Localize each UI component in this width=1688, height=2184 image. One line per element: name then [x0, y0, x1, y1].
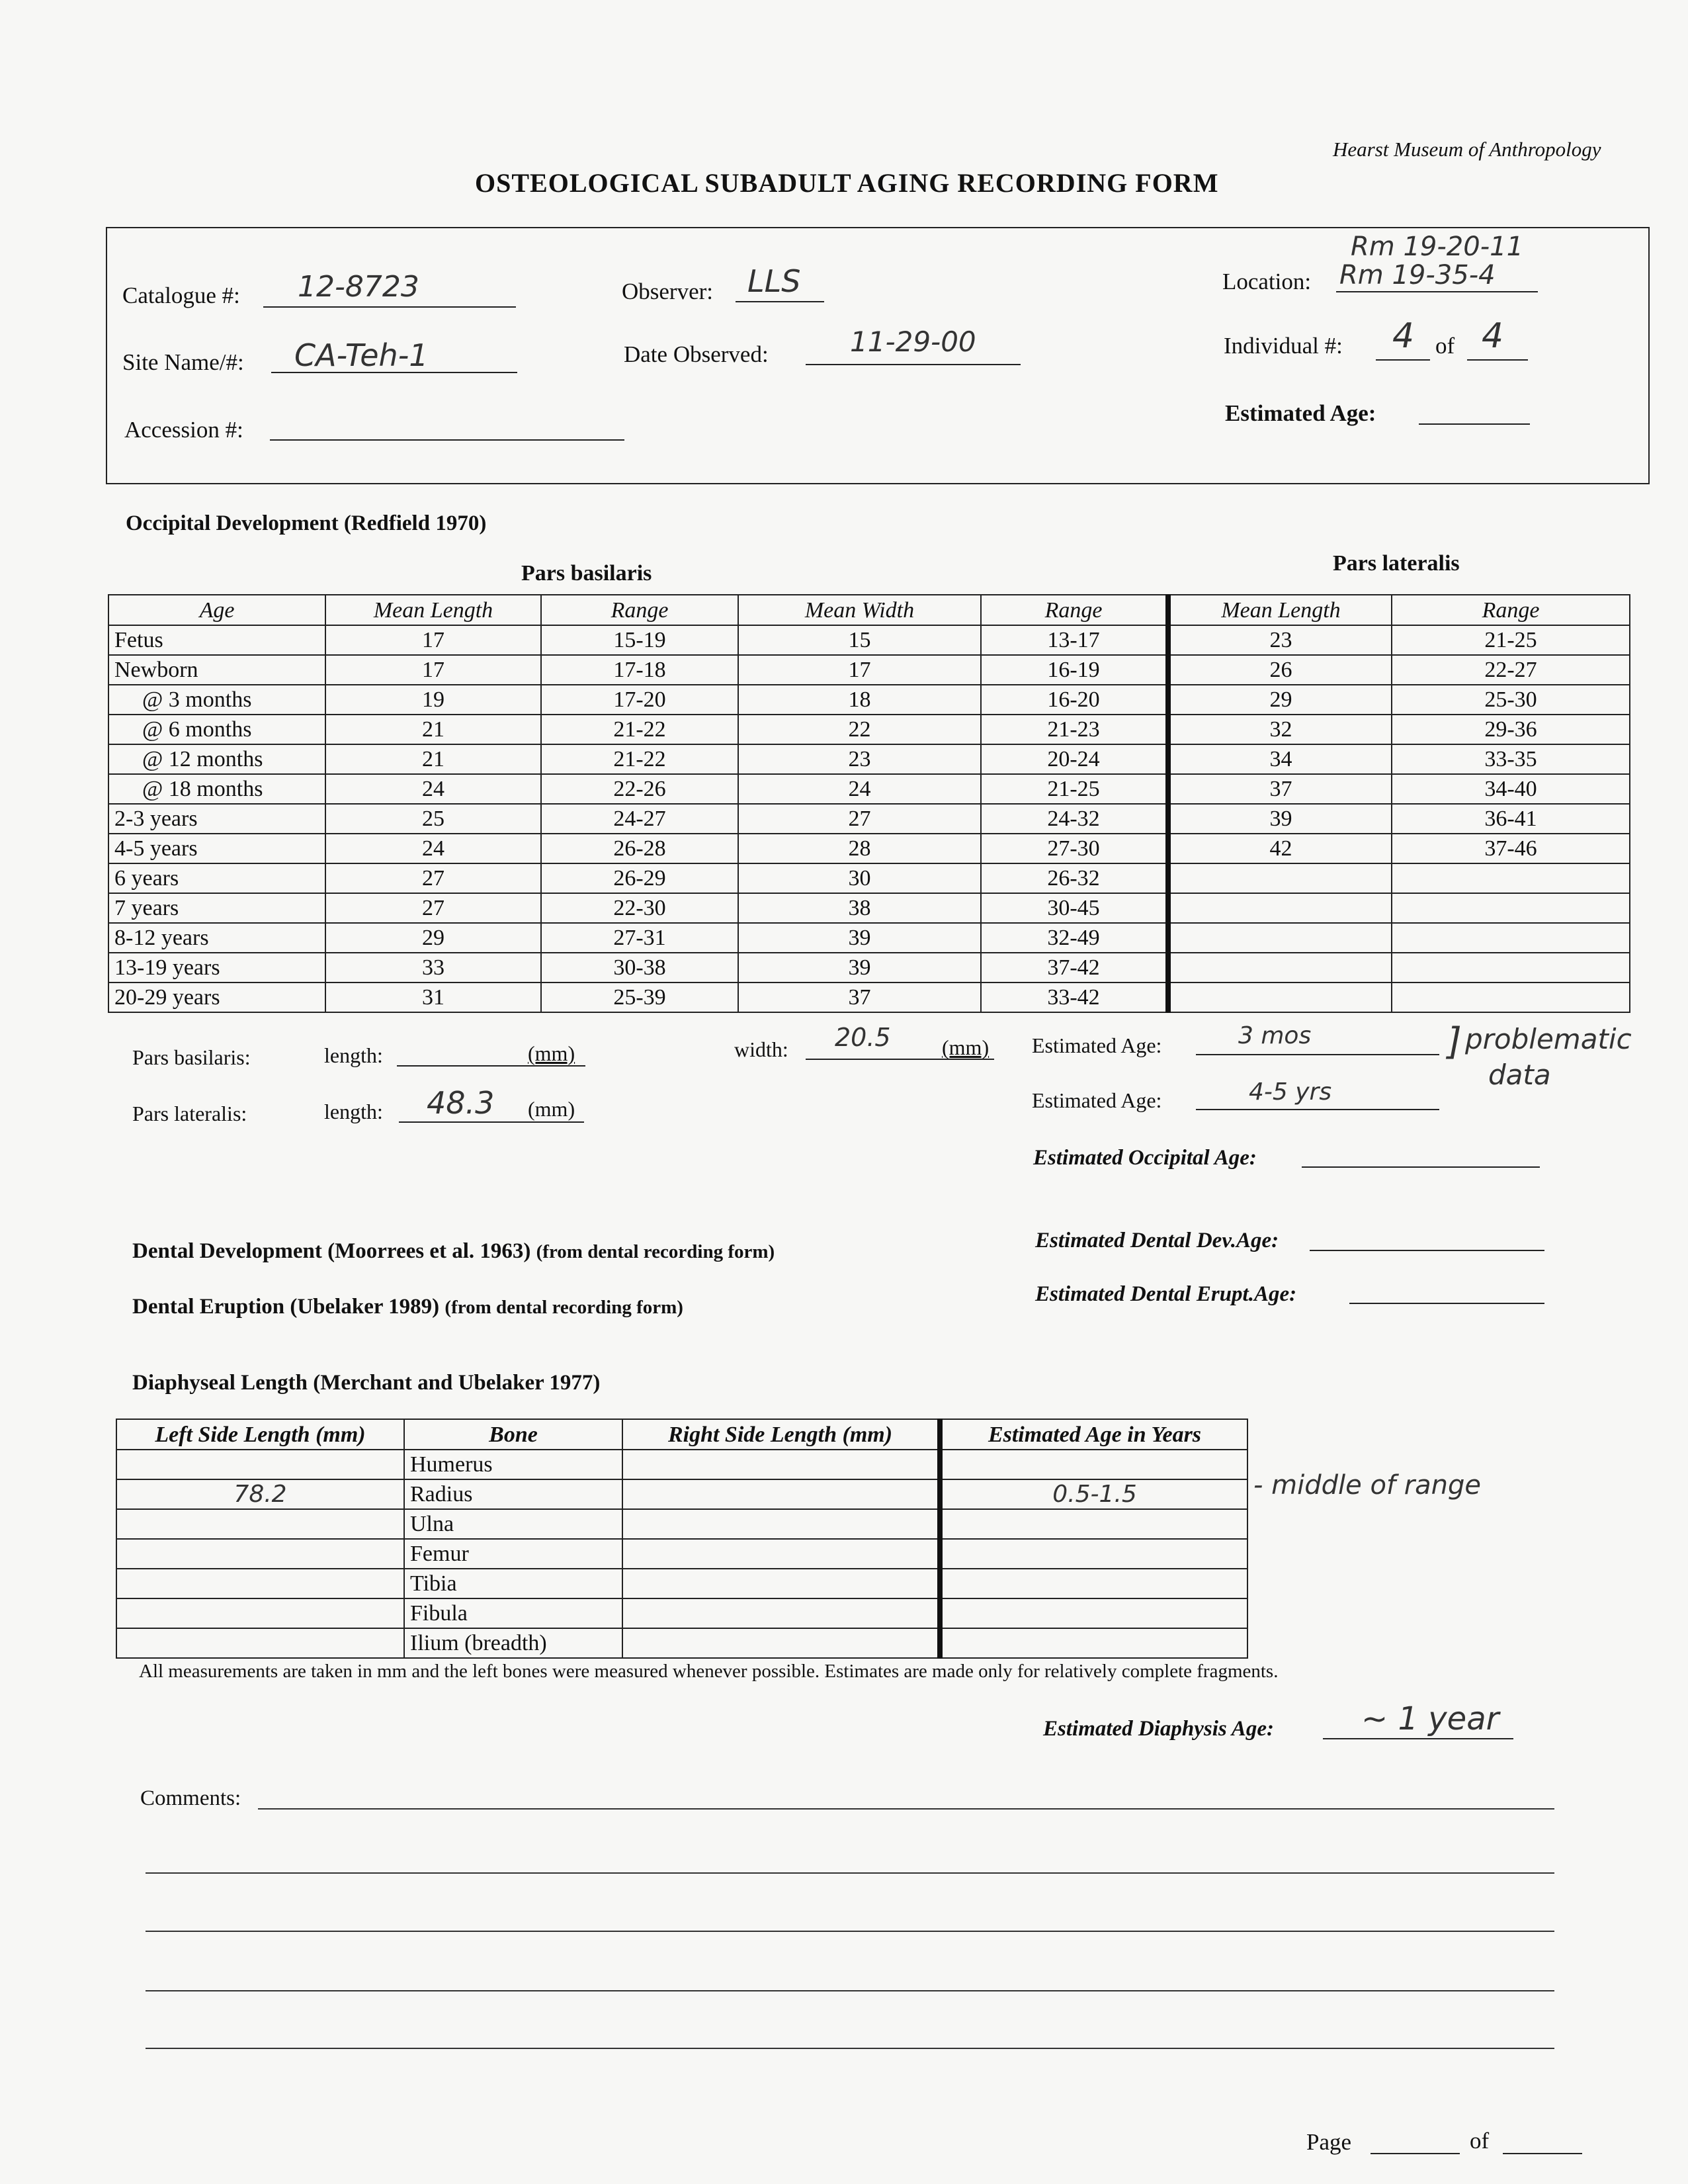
age-cell: 2-3 years	[108, 804, 325, 834]
value-cell: 26-28	[541, 834, 738, 863]
value-cell: 27-30	[981, 834, 1168, 863]
value-cell: 16-19	[981, 655, 1168, 685]
col-header: Range	[541, 595, 738, 625]
col-header: Range	[1392, 595, 1630, 625]
value-cell	[1392, 893, 1630, 923]
col-header: Mean Width	[738, 595, 981, 625]
col-header: Range	[981, 595, 1168, 625]
pl-est-age-value: 4-5 yrs	[1249, 1078, 1332, 1106]
value-cell: 37	[738, 983, 981, 1012]
est-dental-erupt-label: Estimated Dental Erupt.Age:	[1035, 1282, 1297, 1306]
pars-basilaris-header: Pars basilaris	[521, 561, 652, 586]
value-cell: 27	[738, 804, 981, 834]
value-cell: 42	[1168, 834, 1392, 863]
location-value-2: Rm 19-35-4	[1339, 260, 1496, 290]
pb-est-age-value: 3 mos	[1238, 1022, 1312, 1049]
bone-cell: Ilium (breadth)	[404, 1628, 622, 1658]
comments-line-1[interactable]	[258, 1808, 1554, 1810]
bone-cell: Humerus	[404, 1450, 622, 1479]
value-cell: 37-46	[1392, 834, 1630, 863]
pl-length-unit: (mm)	[528, 1097, 575, 1121]
of-value: 4	[1482, 316, 1504, 356]
pl-length-value: 48.3	[427, 1085, 495, 1121]
dental-dev-label: Dental Development (Moorrees et al. 1963)	[132, 1239, 531, 1263]
occipital-row	[108, 774, 1630, 804]
value-cell: 29	[325, 923, 541, 953]
dental-dev-heading	[132, 1239, 775, 1264]
value-cell	[1168, 953, 1392, 983]
value-cell: 23	[738, 744, 981, 774]
value-cell: 33	[325, 953, 541, 983]
value-cell: 21-25	[981, 774, 1168, 804]
value-cell: 16-20	[981, 685, 1168, 715]
right-length-cell[interactable]	[622, 1450, 940, 1479]
value-cell: 29	[1168, 685, 1392, 715]
comments-line-2[interactable]	[146, 1872, 1554, 1874]
value-cell: 33-42	[981, 983, 1168, 1012]
est-occipital-label: Estimated Occipital Age:	[1033, 1146, 1257, 1170]
age-cell: @ 3 months	[108, 685, 325, 715]
est-dental-dev-label: Estimated Dental Dev.Age:	[1035, 1229, 1279, 1252]
accession-label: Accession #:	[124, 417, 243, 443]
age-cell: @ 18 months	[108, 774, 325, 804]
value-cell: 21	[325, 744, 541, 774]
catalogue-value: 12-8723	[298, 270, 419, 304]
occipital-row	[108, 863, 1630, 893]
value-cell: 29-36	[1392, 715, 1630, 744]
value-cell: 26	[1168, 655, 1392, 685]
age-cell: 4-5 years	[108, 834, 325, 863]
value-cell: 19	[325, 685, 541, 715]
est-diaphysis-field[interactable]	[1323, 1738, 1513, 1739]
est-age-cell[interactable]	[940, 1598, 1247, 1628]
diaphyseal-row	[116, 1479, 1247, 1509]
value-cell: 22-26	[541, 774, 738, 804]
occipital-row	[108, 744, 1630, 774]
location-label: Location:	[1222, 269, 1312, 294]
value-cell: 31	[325, 983, 541, 1012]
diaphyseal-heading: Diaphyseal Length (Merchant and Ubelaker 1977)	[132, 1371, 601, 1395]
bracket-mark: ]	[1447, 1020, 1462, 1063]
value-cell: 33-35	[1392, 744, 1630, 774]
date-label: Date Observed:	[624, 341, 769, 367]
occipital-row	[108, 715, 1630, 744]
location-value-1: Rm 19-20-11	[1351, 232, 1524, 262]
left-length-cell[interactable]	[116, 1450, 404, 1479]
of-field[interactable]	[1467, 359, 1528, 361]
est-age-cell[interactable]: 0.5-1.5	[940, 1479, 1247, 1509]
age-cell: @ 12 months	[108, 744, 325, 774]
comments-label: Comments:	[140, 1786, 241, 1810]
est-occipital-field[interactable]	[1302, 1166, 1540, 1168]
museum-name: Hearst Museum of Anthropology	[1333, 138, 1601, 161]
value-cell: 39	[1168, 804, 1392, 834]
occipital-table	[108, 594, 1630, 1013]
form-title: OSTEOLOGICAL SUBADULT AGING RECORDING FORM	[475, 168, 1219, 198]
est-age-cell[interactable]	[940, 1569, 1247, 1598]
est-age-cell[interactable]	[940, 1539, 1247, 1569]
right-length-cell[interactable]	[622, 1598, 940, 1628]
pb-est-age-label: Estimated Age:	[1032, 1033, 1162, 1057]
diaphyseal-row	[116, 1539, 1247, 1569]
age-cell: @ 6 months	[108, 715, 325, 744]
occipital-heading: Occipital Development (Redfield 1970)	[126, 511, 487, 535]
value-cell: 37-42	[981, 953, 1168, 983]
value-cell: 26-32	[981, 863, 1168, 893]
est-diaphysis-value: ~ 1 year	[1361, 1700, 1499, 1737]
value-cell: 28	[738, 834, 981, 863]
problematic-note-2: data	[1488, 1059, 1551, 1091]
col-header: Mean Length	[325, 595, 541, 625]
value-cell	[1168, 893, 1392, 923]
site-value: CA-Teh-1	[294, 337, 429, 373]
value-cell	[1168, 863, 1392, 893]
value-cell: 27	[325, 893, 541, 923]
value-cell: 22-27	[1392, 655, 1630, 685]
age-cell: Fetus	[108, 625, 325, 655]
diaphyseal-footnote: All measurements are taken in mm and the left bones were measured whenever possible. Estimates are made only for relatively complete fragments.	[139, 1661, 1279, 1682]
value-cell	[1168, 923, 1392, 953]
value-cell: 23	[1168, 625, 1392, 655]
individual-value: 4	[1392, 316, 1415, 356]
dental-erupt-heading	[132, 1295, 683, 1319]
pb-width-label: width:	[734, 1037, 788, 1061]
est-age-cell[interactable]	[940, 1509, 1247, 1539]
left-length-cell[interactable]	[116, 1539, 404, 1569]
observer-value: LLS	[747, 263, 801, 299]
value-cell: 38	[738, 893, 981, 923]
individual-label: Individual #:	[1224, 333, 1343, 359]
value-cell: 39	[738, 953, 981, 983]
bone-cell: Radius	[404, 1479, 622, 1509]
diaphyseal-row	[116, 1509, 1247, 1539]
bone-cell: Ulna	[404, 1509, 622, 1539]
pb-length-unit: (mm)	[528, 1041, 575, 1065]
page-number-field[interactable]	[1371, 2153, 1460, 2154]
occipital-row	[108, 834, 1630, 863]
date-field[interactable]	[806, 364, 1021, 365]
age-cell: 7 years	[108, 893, 325, 923]
value-cell: 21	[325, 715, 541, 744]
bone-cell: Femur	[404, 1539, 622, 1569]
est-dental-erupt-field[interactable]	[1349, 1303, 1544, 1304]
value-cell: 24	[325, 834, 541, 863]
value-cell: 27-31	[541, 923, 738, 953]
occipital-row	[108, 655, 1630, 685]
value-cell: 13-17	[981, 625, 1168, 655]
est-dental-dev-field[interactable]	[1310, 1250, 1544, 1251]
est-diaphysis-label: Estimated Diaphysis Age:	[1043, 1717, 1274, 1741]
site-label: Site Name/#:	[122, 349, 244, 375]
left-length-cell[interactable]	[116, 1598, 404, 1628]
value-cell: 21-22	[541, 715, 738, 744]
right-length-cell[interactable]	[622, 1479, 940, 1509]
value-cell: 17-18	[541, 655, 738, 685]
occipital-row	[108, 804, 1630, 834]
value-cell: 17-20	[541, 685, 738, 715]
pb-est-age-field[interactable]	[1196, 1054, 1439, 1055]
pl-est-age-label: Estimated Age:	[1032, 1088, 1162, 1112]
observer-label: Observer:	[622, 279, 714, 304]
occipital-row	[108, 893, 1630, 923]
occipital-row	[108, 685, 1630, 715]
value-cell: 21-22	[541, 744, 738, 774]
of-label: of	[1435, 333, 1455, 359]
left-length-cell[interactable]	[116, 1569, 404, 1598]
pl-length-label: length:	[324, 1100, 383, 1123]
left-length-cell[interactable]	[116, 1509, 404, 1539]
value-cell: 26-29	[541, 863, 738, 893]
diaphyseal-row	[116, 1628, 1247, 1658]
pars-lateralis-label: Pars lateralis:	[132, 1102, 247, 1125]
occipital-row	[108, 953, 1630, 983]
individual-field[interactable]	[1376, 359, 1430, 361]
col-header: Mean Length	[1168, 595, 1392, 625]
value-cell: 30	[738, 863, 981, 893]
value-cell: 21-23	[981, 715, 1168, 744]
estimated-age-field[interactable]	[1419, 423, 1530, 425]
location-field[interactable]	[1336, 291, 1538, 292]
observer-field[interactable]	[736, 301, 824, 302]
catalogue-field[interactable]	[263, 306, 516, 308]
value-cell	[1392, 863, 1630, 893]
value-cell: 24	[738, 774, 981, 804]
col-header: Age	[108, 595, 325, 625]
page-total-field[interactable]	[1503, 2153, 1582, 2154]
right-length-cell[interactable]	[622, 1628, 940, 1658]
accession-field[interactable]	[270, 439, 624, 441]
value-cell: 22	[738, 715, 981, 744]
pl-length-field[interactable]	[399, 1121, 584, 1123]
value-cell: 32-49	[981, 923, 1168, 953]
value-cell: 15-19	[541, 625, 738, 655]
diaphyseal-row	[116, 1598, 1247, 1628]
dental-dev-sub: (from dental recording form)	[536, 1241, 775, 1262]
pars-basilaris-label: Pars basilaris:	[132, 1045, 251, 1069]
value-cell: 17	[325, 655, 541, 685]
middle-of-range-note: - middle of range	[1253, 1470, 1482, 1501]
left-length-cell[interactable]: 78.2	[116, 1479, 404, 1509]
age-cell: 8-12 years	[108, 923, 325, 953]
value-cell: 15	[738, 625, 981, 655]
right-length-cell[interactable]	[622, 1539, 940, 1569]
value-cell: 24-27	[541, 804, 738, 834]
date-value: 11-29-00	[850, 326, 976, 358]
diaphyseal-row	[116, 1569, 1247, 1598]
age-cell: 13-19 years	[108, 953, 325, 983]
pb-width-unit: (mm)	[942, 1035, 990, 1059]
value-cell	[1168, 983, 1392, 1012]
value-cell	[1392, 923, 1630, 953]
value-cell: 24	[325, 774, 541, 804]
estimated-age-label: Estimated Age:	[1225, 400, 1376, 426]
left-length-cell[interactable]	[116, 1628, 404, 1658]
col-header: Bone	[404, 1419, 622, 1450]
pb-length-label: length:	[324, 1043, 383, 1067]
value-cell: 25-30	[1392, 685, 1630, 715]
occipital-row	[108, 983, 1630, 1012]
age-cell: 20-29 years	[108, 983, 325, 1012]
problematic-note-1: problematic	[1465, 1023, 1632, 1055]
page-of-label: of	[1470, 2128, 1490, 2154]
value-cell: 21-25	[1392, 625, 1630, 655]
value-cell: 27	[325, 863, 541, 893]
value-cell: 22-30	[541, 893, 738, 923]
col-header: Estimated Age in Years	[940, 1419, 1247, 1450]
catalogue-label: Catalogue #:	[122, 283, 240, 308]
bone-cell: Tibia	[404, 1569, 622, 1598]
value-cell: 34	[1168, 744, 1392, 774]
occipital-row	[108, 625, 1630, 655]
pb-width-value: 20.5	[835, 1023, 891, 1052]
dental-erupt-sub: (from dental recording form)	[444, 1297, 683, 1318]
dental-erupt-label: Dental Eruption (Ubelaker 1989)	[132, 1295, 440, 1319]
occipital-row	[108, 923, 1630, 953]
value-cell: 37	[1168, 774, 1392, 804]
value-cell: 39	[738, 923, 981, 953]
value-cell	[1392, 953, 1630, 983]
pars-lateralis-header: Pars lateralis	[1333, 551, 1460, 576]
value-cell: 30-38	[541, 953, 738, 983]
value-cell: 24-32	[981, 804, 1168, 834]
col-header: Left Side Length (mm)	[116, 1419, 404, 1450]
value-cell: 18	[738, 685, 981, 715]
value-cell: 36-41	[1392, 804, 1630, 834]
value-cell: 25-39	[541, 983, 738, 1012]
diaphyseal-row	[116, 1450, 1247, 1479]
value-cell: 34-40	[1392, 774, 1630, 804]
diaphyseal-table	[116, 1419, 1248, 1659]
col-header: Right Side Length (mm)	[622, 1419, 940, 1450]
right-length-cell[interactable]	[622, 1569, 940, 1598]
est-age-cell[interactable]	[940, 1628, 1247, 1658]
value-cell: 17	[325, 625, 541, 655]
page-label: Page	[1306, 2129, 1352, 2155]
pl-est-age-field[interactable]	[1196, 1109, 1439, 1110]
comments-line-5[interactable]	[146, 2048, 1554, 2049]
value-cell: 20-24	[981, 744, 1168, 774]
value-cell: 17	[738, 655, 981, 685]
value-cell	[1392, 983, 1630, 1012]
est-age-cell[interactable]	[940, 1450, 1247, 1479]
value-cell: 30-45	[981, 893, 1168, 923]
age-cell: Newborn	[108, 655, 325, 685]
age-cell: 6 years	[108, 863, 325, 893]
right-length-cell[interactable]	[622, 1509, 940, 1539]
bone-cell: Fibula	[404, 1598, 622, 1628]
occipital-header-row	[108, 595, 1630, 625]
comments-line-3[interactable]	[146, 1931, 1554, 1932]
value-cell: 25	[325, 804, 541, 834]
value-cell: 32	[1168, 715, 1392, 744]
comments-line-4[interactable]	[146, 1990, 1554, 1991]
diaphyseal-header-row	[116, 1419, 1247, 1450]
